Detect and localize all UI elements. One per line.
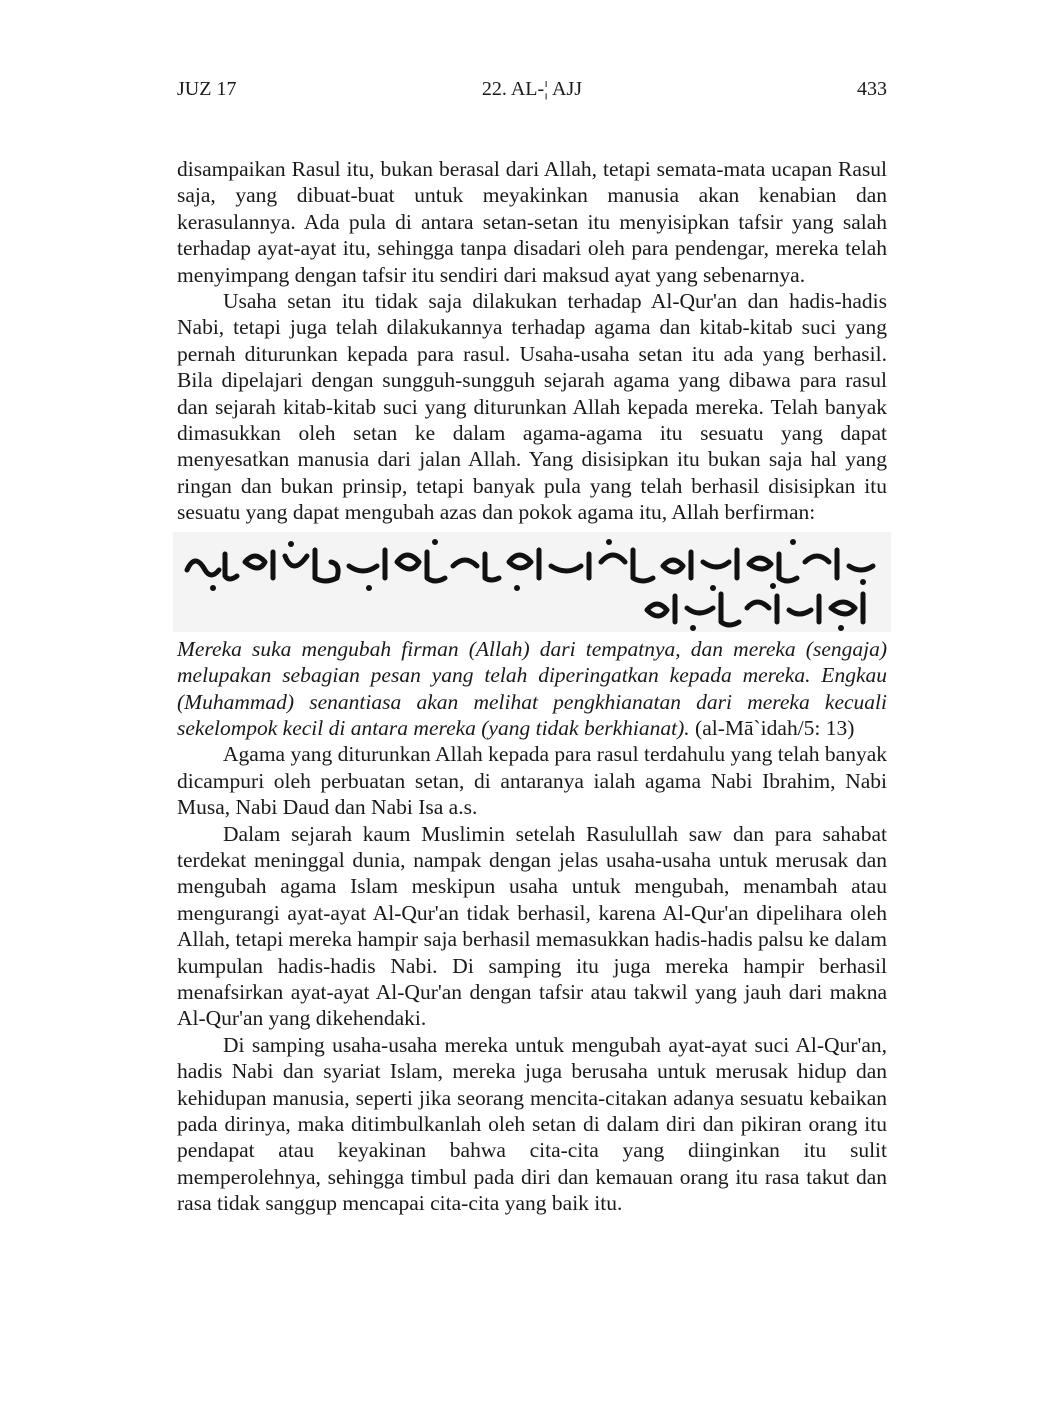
arabic-verse-image (173, 532, 891, 632)
body-text (177, 156, 887, 1217)
paragraph-1: disampaikan Rasul itu, bukan berasal dari Allah, tetapi semata-mata ucapan Rasul saja, yang dibuat-buat untuk meyakinkan manusia akan kenabian dan kerasulannya. Ada pula di antara setan-setan itu menyisipkan tafsir yang salah terhadap ayat-ayat itu, sehingga tanpa disadari oleh para pendengar, mereka telah menyimpang dengan tafsir itu sendiri dari maksud ayat yang sebenarnya. (177, 157, 887, 287)
running-header (177, 74, 887, 104)
paragraph-4: Dalam sejarah kaum Muslimin setelah Rasulullah saw dan para sahabat terdekat meninggal dunia, nampak dengan jelas usaha-usaha untuk merusak dan mengubah agama Islam meskipun usaha untuk mengubah, menambah atau mengurangi ayat-ayat Al-Qur'an tidak berhasil, karena Al-Qur'an dipelihara oleh Allah, tetapi mereka hampir saja berhasil memasukkan hadis-hadis palsu ke dalam kumpulan hadis-hadis Nabi. Di samping itu juga mereka hampir berhasil menafsirkan ayat-ayat Al-Qur'an dengan tafsir atau takwil yang jauh dari makna Al-Qur'an yang dikehendaki. (177, 821, 887, 1031)
verse-translation (177, 636, 887, 742)
arabic-calligraphy (173, 532, 891, 632)
surah-title: 22. AL-¦ AJJ (481, 78, 583, 100)
translation-text: Mereka suka mengubah firman (Allah) dari tempatnya, dan mereka (sengaja) melupakan sebagian pesan yang telah diperingatkan kepada mereka. Engkau (Muhammad) senantiasa akan melihat pengkhianatan dari mereka kecuali sekelompok kecil di antara mereka (yang tidak berkhianat). (177, 636, 887, 740)
verse-reference: (al-Mā`idah/5: 13) (689, 715, 855, 740)
page-number: 433 (857, 78, 887, 100)
paragraph-5: Di samping usaha-usaha mereka untuk mengubah ayat-ayat suci Al-Qur'an, hadis Nabi dan syariat Islam, mereka juga berusaha untuk merusak hidup dan kehidupan manusia, seperti jika seorang mencita-citakan adanya sesuatu kebaikan pada dirinya, maka ditimbulkanlah oleh setan di dalam diri dan pikiran orang itu pendapat atau keyakinan bahwa cita-cita yang diinginkan itu sulit memperolehnya, sehingga timbul pada diri dan kemauan orang itu rasa takut dan rasa tidak sanggup mencapai cita-cita yang baik itu. (177, 1032, 887, 1216)
juz-label: JUZ 17 (177, 78, 237, 100)
paragraph-2: Usaha setan itu tidak saja dilakukan terhadap Al-Qur'an dan hadis-hadis Nabi, tetapi juga telah dilakukannya terhadap agama dan kitab-kitab suci yang pernah diturunkan kepada para rasul. Usaha-usaha setan itu ada yang berhasil. Bila dipelajari dengan sungguh-sungguh sejarah agama yang dibawa para rasul dan sejarah kitab-kitab suci yang diturunkan Allah kepada mereka. Telah banyak dimasukkan oleh setan ke dalam agama-agama itu sesuatu yang dapat menyesatkan manusia dari jalan Allah. Yang disisipkan itu bukan saja hal yang ringan dan bukan prinsip, tetapi banyak pula yang telah berhasil disisipkan itu sesuatu yang dapat mengubah azas dan pokok agama itu, Allah berfirman: (177, 289, 887, 525)
paragraph-3: Agama yang diturunkan Allah kepada para rasul terdahulu yang telah banyak dicampuri oleh perbuatan setan, di antaranya ialah agama Nabi Ibrahim, Nabi Musa, Nabi Daud dan Nabi Isa a.s. (177, 742, 887, 820)
